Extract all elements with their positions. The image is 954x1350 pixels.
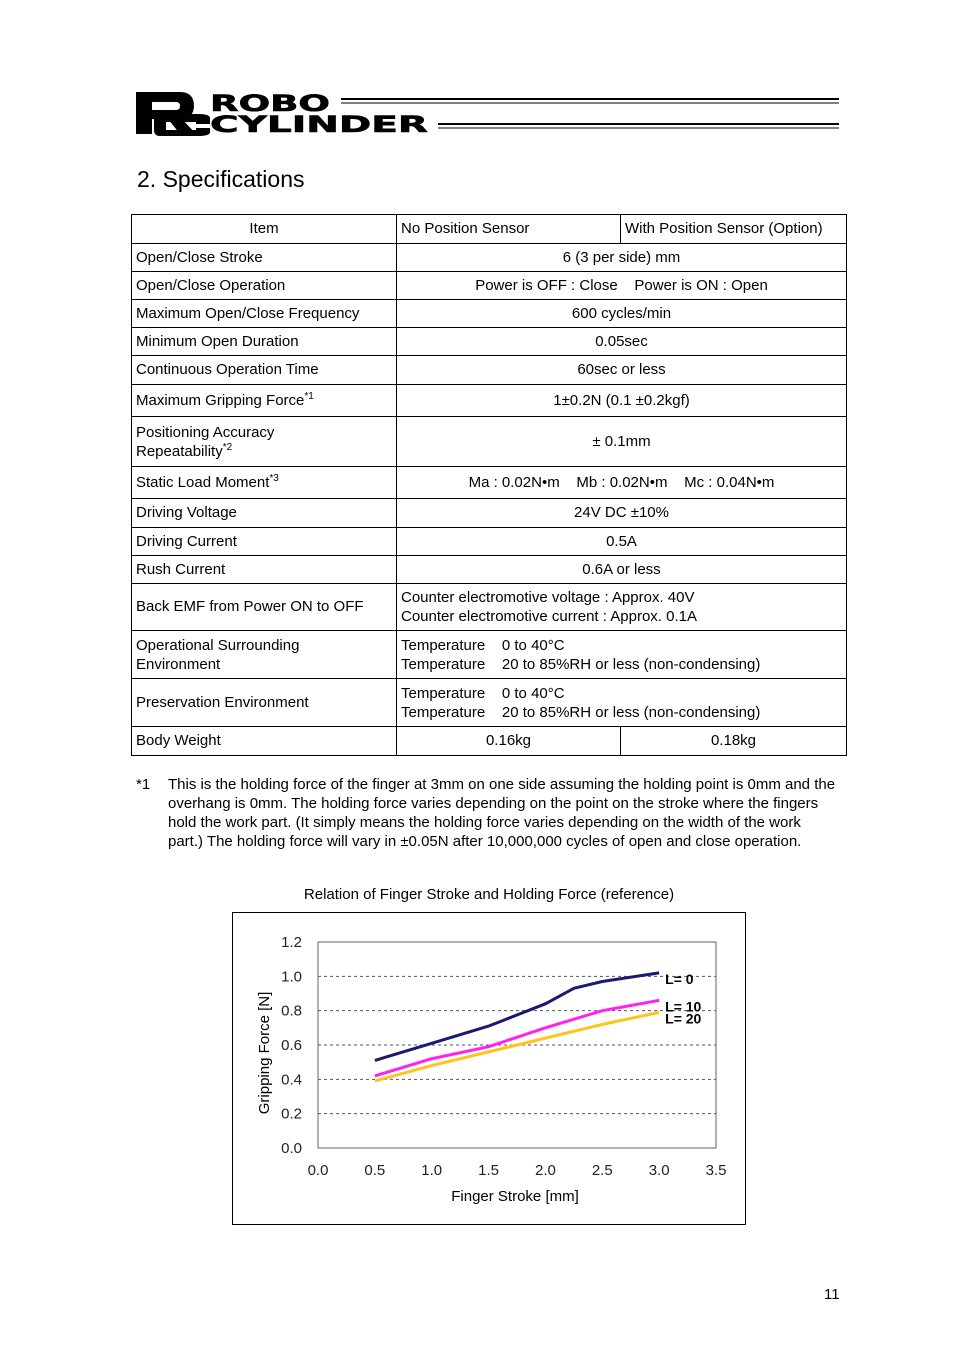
- row-value-with-sensor: 0.18kg: [621, 727, 847, 756]
- series-line: [375, 1000, 659, 1076]
- row-value: 600 cycles/min: [397, 300, 847, 328]
- row-label: Driving Current: [132, 528, 397, 556]
- row-value-cell: [397, 584, 847, 631]
- page-number: 11: [824, 1286, 840, 1303]
- row-value: 0.5A: [397, 528, 847, 556]
- row-label: Minimum Open Duration: [132, 328, 397, 356]
- row-value: Counter electromotive current : Approx. 0.1A: [401, 608, 697, 625]
- row-value: Power is OFF : Close Power is ON : Open: [397, 272, 847, 300]
- y-tick-label: 0.0: [281, 1140, 302, 1157]
- table-row: [132, 385, 847, 417]
- table-row: [132, 556, 847, 584]
- chart-frame: [232, 912, 746, 1225]
- footnote: [136, 775, 836, 851]
- row-label: Driving Voltage: [132, 499, 397, 528]
- table-row: [132, 300, 847, 328]
- row-label: Operational Surrounding: [136, 636, 300, 654]
- chart-title: Relation of Finger Stroke and Holding Force (reference): [303, 886, 675, 903]
- y-axis-label: Gripping Force [N]: [256, 991, 273, 1115]
- row-label-cell: [132, 385, 397, 417]
- row-label: Body Weight: [132, 727, 397, 756]
- row-label: Environment: [136, 655, 221, 673]
- x-tick-label: 2.0: [534, 1162, 556, 1179]
- y-tick-label: 1.0: [281, 968, 302, 986]
- section-title: 2. Specifications: [137, 166, 305, 192]
- header-item: Item: [132, 215, 397, 244]
- table-row: [132, 727, 847, 756]
- footnote-ref: *3: [269, 472, 279, 484]
- table-row: [132, 584, 847, 631]
- header-no-sensor: No Position Sensor: [397, 215, 621, 244]
- table-row: [132, 528, 847, 556]
- row-value-cell: [397, 679, 847, 727]
- row-label: Positioning Accuracy: [136, 423, 275, 441]
- row-value: Temperature 20 to 85%RH or less (non-condensing): [401, 703, 761, 721]
- table-row: [132, 417, 847, 467]
- row-value: 0.6A or less: [397, 556, 847, 584]
- y-tick-label: 0.8: [281, 1002, 302, 1020]
- x-tick-label: 3.0: [648, 1162, 670, 1179]
- logo-text-cylinder: CYLINDER: [210, 113, 429, 138]
- x-tick-label: 1.5: [478, 1162, 500, 1179]
- y-tick-label: 0.2: [281, 1105, 302, 1123]
- x-tick-label: 0.5: [364, 1162, 386, 1179]
- header-with-sensor: With Position Sensor (Option): [621, 215, 847, 244]
- legend-label: L= 0: [665, 970, 694, 987]
- row-label: Open/Close Stroke: [132, 244, 397, 272]
- row-label: Preservation Environment: [132, 679, 397, 727]
- y-tick-label: 1.2: [281, 934, 302, 951]
- row-value-cell: [397, 631, 847, 679]
- gripping-force-chart: [233, 913, 747, 1226]
- y-tick-label: 0.6: [281, 1037, 302, 1054]
- x-tick-label: 2.5: [591, 1162, 613, 1179]
- row-value: 24V DC ±10%: [397, 499, 847, 528]
- row-label: Rush Current: [132, 556, 397, 584]
- row-value: Temperature 0 to 40°C: [401, 684, 565, 702]
- table-header-row: [132, 215, 847, 244]
- footnote-text: This is the holding force of the finger at 3mm on one side assuming the holding point is 0mm and the overhang is 0mm. The holding force varies depending on the point on the stroke where the fingers hold the work part. (It simply means the holding force varies depending on the width of the work part.) The holding force will vary in ±0.05N after 10,000,000 cycles of open and close operation.: [168, 776, 836, 850]
- table-row: [132, 272, 847, 300]
- x-tick-label: 3.5: [705, 1162, 727, 1179]
- row-value: 6 (3 per side) mm: [397, 244, 847, 272]
- row-label: Continuous Operation Time: [132, 356, 397, 385]
- y-tick-label: 0.4: [281, 1071, 302, 1089]
- rc-logo-mark: [136, 92, 210, 136]
- row-value: Temperature 0 to 40°C: [401, 636, 565, 654]
- row-label: Open/Close Operation: [132, 272, 397, 300]
- footnote-ref: *2: [222, 441, 233, 453]
- footnote-mark: *1: [136, 776, 151, 793]
- table-row: [132, 328, 847, 356]
- row-value: Ma : 0.02N•m Mb : 0.02N•m Mc : 0.04N•m: [397, 467, 847, 499]
- logo-text-robo: ROBO: [210, 92, 330, 117]
- row-value: Counter electromotive voltage : Approx. 40V: [401, 589, 695, 606]
- table-row: [132, 244, 847, 272]
- x-axis-label: Finger Stroke [mm]: [451, 1188, 579, 1205]
- specifications-table: [131, 214, 847, 756]
- row-value: 0.05sec: [397, 328, 847, 356]
- table-row: [132, 631, 847, 679]
- row-label: Maximum Open/Close Frequency: [132, 300, 397, 328]
- table-row: [132, 499, 847, 528]
- footnote-ref: *1: [304, 390, 314, 402]
- x-tick-label: 1.0: [421, 1162, 443, 1179]
- row-label-cell: [132, 631, 397, 679]
- row-value: 60sec or less: [397, 356, 847, 385]
- row-label: Back EMF from Power ON to OFF: [132, 584, 397, 631]
- robo-cylinder-logo: [136, 90, 846, 140]
- row-label: Maximum Gripping Force: [136, 391, 305, 409]
- x-tick-label: 0.0: [307, 1162, 329, 1179]
- table-row: [132, 467, 847, 499]
- row-value-no-sensor: 0.16kg: [397, 727, 621, 756]
- row-value: ± 0.1mm: [397, 417, 847, 467]
- row-label: Repeatability: [136, 442, 223, 460]
- row-value: Temperature 20 to 85%RH or less (non-condensing): [401, 655, 761, 673]
- legend-label: L= 20: [665, 1010, 702, 1027]
- table-row: [132, 679, 847, 727]
- row-label-cell: [132, 467, 397, 499]
- series-line: [375, 973, 659, 1061]
- row-label: Static Load Moment: [136, 473, 270, 491]
- legend-label: L= 10: [665, 998, 702, 1015]
- row-value: 1±0.2N (0.1 ±0.2kgf): [397, 385, 847, 417]
- table-row: [132, 356, 847, 385]
- row-label-cell: [132, 417, 397, 467]
